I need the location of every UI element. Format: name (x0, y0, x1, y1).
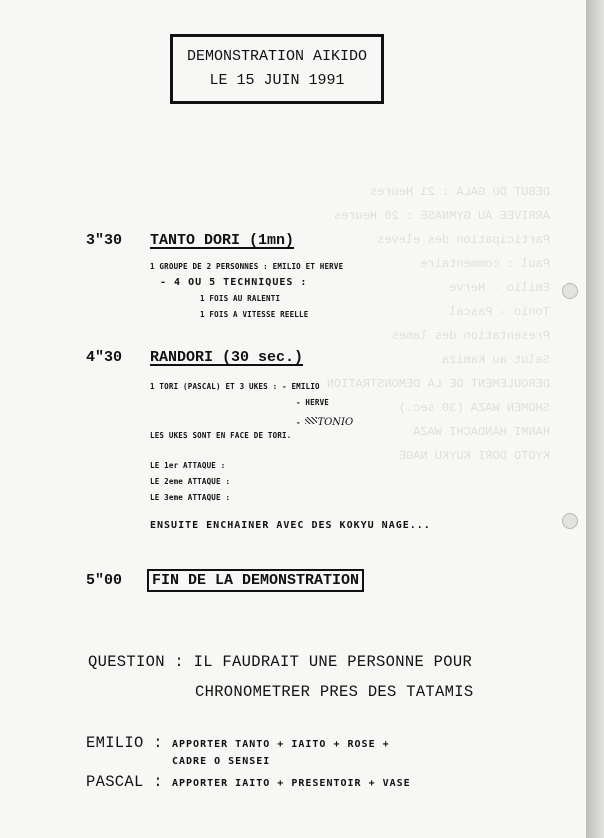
emilio-name: EMILIO : (86, 734, 163, 752)
pascal-line-1: APPORTER IAITO + PRESENTOIR + VASE (172, 778, 411, 789)
question-line-2: CHRONOMETRER PRES DES TATAMIS (195, 683, 474, 701)
uke-tonio-handwritten: TONIO (317, 417, 354, 428)
section1-heading: TANTO DORI (1mn) (150, 232, 295, 249)
emilio-line-2: CADRE O SENSEI (172, 756, 271, 767)
question-line-1: QUESTION : IL FAUDRAIT UNE PERSONNE POUR (88, 653, 473, 671)
section3-time: 5"00 (86, 572, 123, 589)
section2-attack-3: LE 3eme ATTAQUE : (150, 493, 231, 502)
section2-uke-tonio (296, 410, 353, 429)
emilio-line-1: APPORTER TANTO + IAITO + ROSE + (172, 739, 390, 750)
pascal-name: PASCAL : (86, 773, 163, 791)
section2-attack-1: LE 1er ATTAQUE : (150, 461, 226, 470)
section2-heading: RANDORI (30 sec.) (150, 349, 304, 366)
title-line-2: LE 15 JUIN 1991 (209, 72, 345, 89)
section2-kokyu: ENSUITE ENCHAINER AVEC DES KOKYU NAGE... (150, 520, 431, 531)
section2-time: 4"30 (86, 349, 123, 366)
punch-hole-bottom (562, 513, 578, 529)
title-line-1: DEMONSTRATION AIKIDO (186, 48, 368, 65)
title-box (170, 34, 384, 104)
section3-heading: FIN DE LA DEMONSTRATION (147, 569, 364, 592)
section1-real: 1 FOIS A VITESSE REELLE (200, 310, 309, 319)
section1-groups: 1 GROUPE DE 2 PERSONNES : EMILIO ET HERVE (150, 262, 344, 271)
punch-hole-top (562, 283, 578, 299)
section2-tori: 1 TORI (PASCAL) ET 3 UKES : - EMILIO (150, 382, 320, 391)
section2-ukes-facing: LES UKES SONT EN FACE DE TORI. (150, 431, 292, 440)
section2-attack-2: LE 2eme ATTAQUE : (150, 477, 231, 486)
section1-slow: 1 FOIS AU RALENTI (200, 294, 281, 303)
section2-uke-herve: - HERVE (296, 398, 330, 407)
section1-techniques: - 4 OU 5 TECHNIQUES : (160, 277, 308, 288)
handwritten-scribble (305, 417, 317, 424)
page-edge-shadow (586, 0, 604, 838)
section1-time: 3"30 (86, 232, 123, 249)
bleed-through-text: DEBUT DU GALA : 21 Heures ARRIVEE AU GYMNASE : 20 Heures Participation des eleves Paul : commentaire Emilio - Herve Tonio - Pascal Presentation des lames Salut au Kamiza DEROULEMENT DE LA DEMONSTRATION SHOMEN WAZA (30 sec.) HANMI HANDACHI WAZA KYOTO DORI KUYKU NAGE (326, 185, 550, 463)
uke-tonio-dash: - (296, 418, 306, 427)
